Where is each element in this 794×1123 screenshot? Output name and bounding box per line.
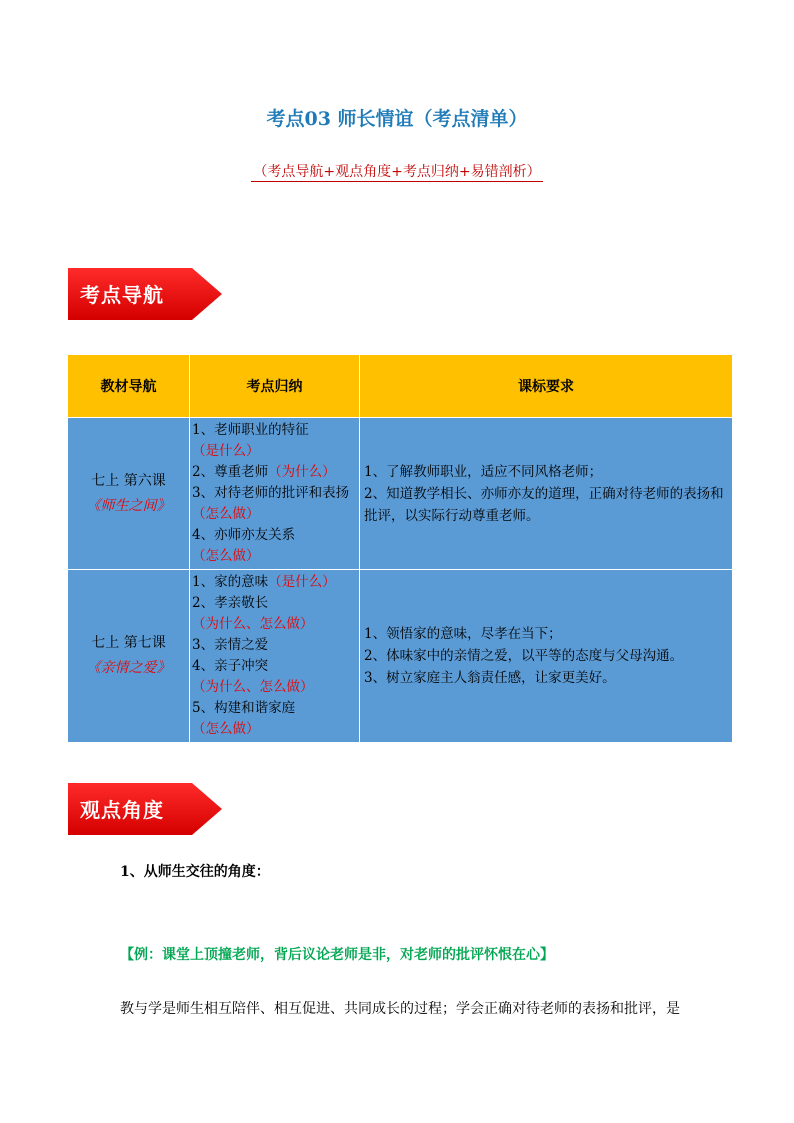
point-item: （为什么、怎么做） (192, 616, 314, 632)
body-paragraph: 教与学是师生相互陪伴、相互促进、共同成长的过程；学会正确对待老师的表扬和批评，是 (120, 1001, 680, 1017)
point-item: （为什么、怎么做） (192, 679, 314, 695)
lesson-title: 《亲情之爱》 (86, 660, 171, 676)
point-item: 4、亲子冲突 (192, 658, 269, 674)
point-item: 5、构建和谐家庭（怎么做） (192, 700, 296, 737)
lesson-number: 七上 第七课 (91, 635, 166, 651)
table-header-row (68, 355, 733, 418)
page-title: 考点03 师长情谊（考点清单） (266, 108, 528, 130)
table-header-cell: 考点归纳 (190, 355, 360, 418)
point-item: 3、对待老师的批评和表扬 (192, 485, 350, 501)
requirements-cell (360, 570, 733, 743)
lesson-cell (68, 418, 190, 570)
table-header-cell: 教材导航 (68, 355, 190, 418)
section-heading: 1、从师生交往的角度： (120, 864, 270, 880)
point-item: （怎么做） (192, 506, 260, 522)
lesson-number: 七上 第六课 (91, 472, 166, 489)
point-item: 2、尊重老师（为什么） (192, 464, 336, 480)
lesson-navigation-table (67, 354, 733, 743)
banner-label: 观点角度 (80, 798, 164, 822)
requirement-item: 2、知道教学相长、亦师亦友的道理，正确对待老师的表扬和批评，以实际行动尊重老师。 (364, 485, 724, 524)
points-cell (190, 570, 360, 743)
table-row (68, 570, 733, 743)
table-header-cell: 课标要求 (360, 355, 733, 418)
requirement-item: 1、领悟家的意味，尽孝在当下； (364, 626, 562, 642)
point-item: （是什么） (192, 443, 260, 459)
lesson-title: 《师生之间》 (86, 497, 171, 514)
example-text: 【例：课堂上顶撞老师，背后议论老师是非，对老师的批评怀恨在心】 (120, 947, 554, 963)
points-cell (190, 418, 360, 570)
page-subtitle: （考点导航+观点角度+考点归纳+易错剖析） (253, 164, 541, 180)
point-item: 1、老师职业的特征 (192, 422, 309, 438)
lesson-cell (68, 570, 190, 743)
requirement-item: 2、体味家中的亲情之爱，以平等的态度与父母沟通。 (364, 648, 684, 664)
banner-label: 考点导航 (80, 283, 164, 307)
point-item: 1、家的意味（是什么） (192, 574, 336, 590)
point-item: 2、孝亲敬长 (192, 595, 269, 611)
point-item: 4、亦师亦友关系（怎么做） (192, 527, 296, 564)
requirements-cell (360, 418, 733, 570)
requirement-item: 1、了解教师职业，适应不同风格老师； (364, 463, 603, 480)
point-item: 3、亲情之爱 (192, 637, 269, 653)
section-banner-viewpoint (68, 783, 222, 835)
requirement-item: 3、树立家庭主人翁责任感，让家更美好。 (364, 670, 616, 686)
table-row (68, 418, 733, 570)
section-banner-nav (68, 268, 222, 320)
